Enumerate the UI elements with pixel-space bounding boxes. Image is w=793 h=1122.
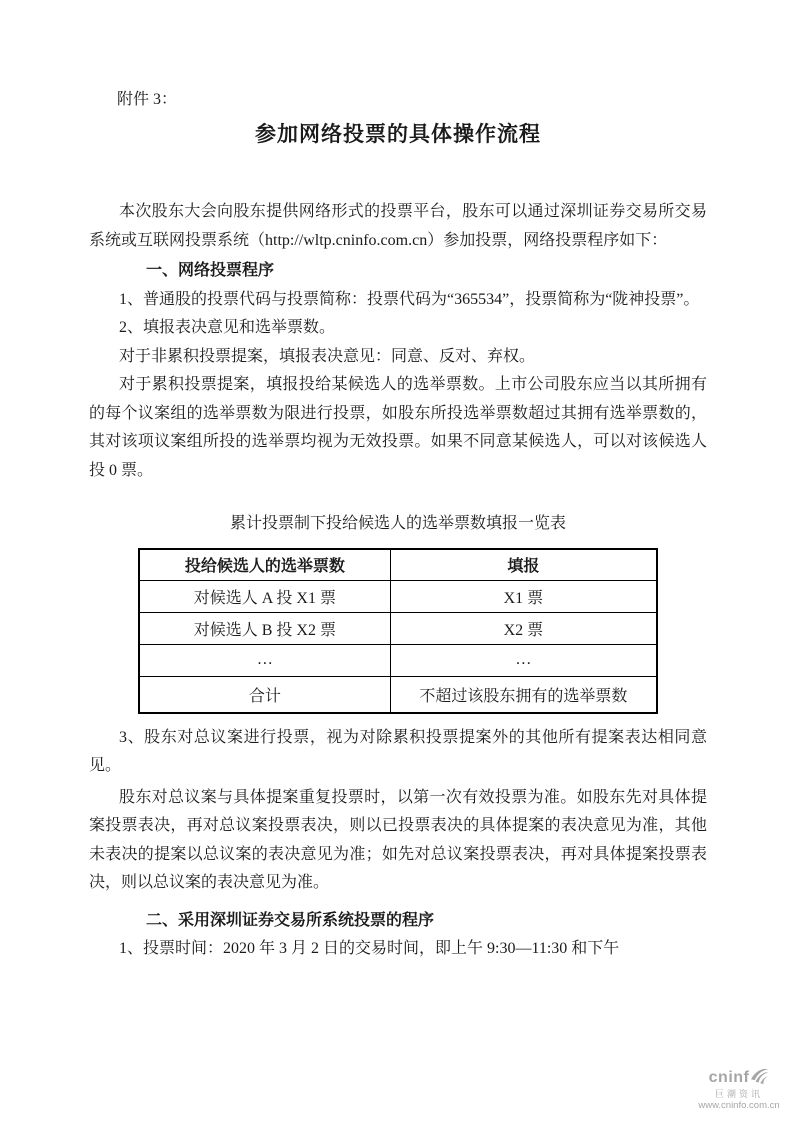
section2-heading: 二、采用深圳证券交易所系统投票的程序 xyxy=(146,911,435,929)
cninfo-logo-text: cninf xyxy=(708,1069,750,1087)
document-content xyxy=(89,86,707,964)
section1-item-2b: 对于累积投票提案，填报投给某候选人的选举票数。上市公司股东应当以其所拥有的每个议案组的选举票数为限进行投票，如股东所投选举票数超过其拥有选举票数的，其对该项议案组所投的选举票均视为无效投票。如果不同意某候选人，可以对该候选人投 0 票。 xyxy=(89,376,707,479)
table-cell: 不超过该股东拥有的选举票数 xyxy=(390,676,657,713)
table-cell: X1 票 xyxy=(390,580,657,612)
table-cell: … xyxy=(139,644,390,676)
section1-item-1: 1、普通股的投票代码与投票简称：投票代码为“365534”，投票简称为“陇神投票”。 xyxy=(119,290,700,308)
section1-item-2a: 对于非累积投票提案，填报表决意见：同意、反对、弃权。 xyxy=(119,347,536,365)
vote-count-table xyxy=(138,548,658,714)
table-row-total xyxy=(139,676,657,713)
table-cell: … xyxy=(390,644,657,676)
section2-item-1: 1、投票时间：2020 年 3 月 2 日的交易时间，即上午 9:30—11:30 和下午 xyxy=(119,940,620,957)
intro-paragraph: 本次股东大会向股东提供网络形式的投票平台，股东可以通过深圳证券交易所交易系统或互联网投票系统（http://wltp.cninfo.com.cn）参加投票，网络投票程序如下： xyxy=(89,203,707,249)
cninfo-swirl-icon xyxy=(750,1067,769,1089)
cninfo-logo-chinese: 巨潮资讯 xyxy=(714,1088,763,1099)
cninfo-logo xyxy=(695,1067,783,1111)
table-cell: X2 票 xyxy=(390,612,657,644)
section1-heading: 一、网络投票程序 xyxy=(146,262,275,279)
section1-item-3: 3、股东对总议案进行投票，视为对除累积投票提案外的其他所有提案表达相同意见。 xyxy=(89,728,707,774)
table-caption: 累计投票制下投给候选人的选举票数填报一览表 xyxy=(229,515,566,532)
table-cell: 对候选人 A 投 X1 票 xyxy=(139,580,390,612)
page-title: 参加网络投票的具体操作流程 xyxy=(255,123,541,146)
table-row xyxy=(139,612,657,644)
cninfo-logo-url: www.cninfo.com.cn xyxy=(698,1099,780,1111)
attachment-label: 附件 3： xyxy=(117,91,178,108)
table-header-votes: 投给候选人的选举票数 xyxy=(139,549,390,581)
cninfo-logo-row xyxy=(695,1067,783,1089)
table-row xyxy=(139,580,657,612)
table-header-fillin: 填报 xyxy=(390,549,657,581)
table-row xyxy=(139,644,657,676)
section1-item-3a: 股东对总议案与具体提案重复投票时，以第一次有效投票为准。如股东先对具体提案投票表决，再对总议案投票表决，则以已投票表决的具体提案的表决意见为准，其他未表决的提案以总议案的表决意见为准；如先对总议案投票表决，再对具体提案投票表决，则以总议案的表决意见为准。 xyxy=(89,788,707,891)
table-header-row xyxy=(139,549,657,581)
section1-item-2: 2、填报表决意见和选举票数。 xyxy=(119,319,336,336)
table-cell: 对候选人 B 投 X2 票 xyxy=(139,612,390,644)
table-cell: 合计 xyxy=(139,676,390,713)
